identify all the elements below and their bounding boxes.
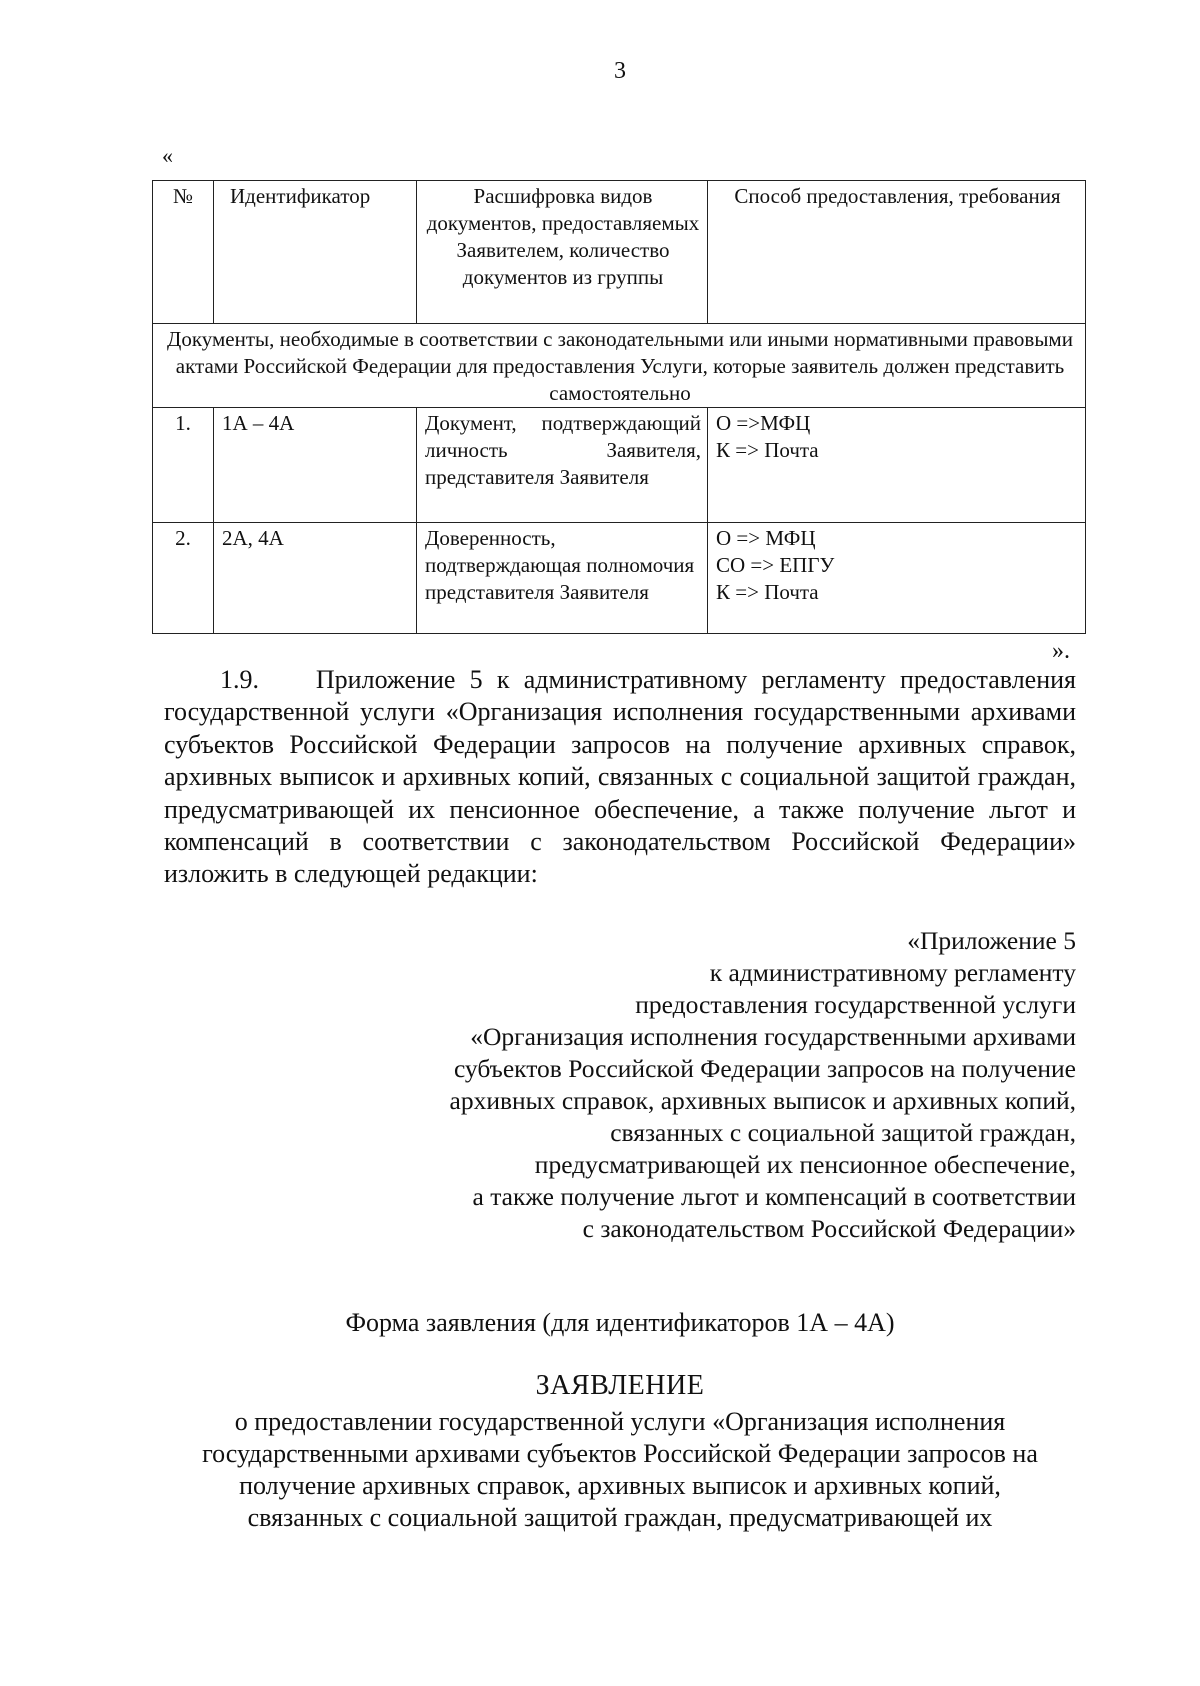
row-identifier: 2А, 4А: [214, 523, 417, 634]
table-close-quote: ».: [1052, 638, 1070, 664]
method-line: К => Почта: [716, 438, 819, 462]
method-line: К => Почта: [716, 580, 819, 604]
header-identifier: Идентификатор: [214, 181, 417, 324]
statement-line: получение архивных справок, архивных выписок и архивных копий,: [239, 1471, 1001, 1500]
appendix-line: предоставления государственной услуги: [635, 990, 1076, 1019]
appendix-line: «Организация исполнения государственными архивами: [470, 1022, 1076, 1051]
table-section-row: [153, 324, 1086, 408]
table-header-row: [153, 181, 1086, 324]
statement-title: ЗАЯВЛЕНИЕ: [535, 1370, 705, 1401]
method-line: СО => ЕПГУ: [716, 553, 835, 577]
row-identifier: 1А – 4А: [214, 408, 417, 523]
table-row: [153, 408, 1086, 523]
row-method: [708, 408, 1086, 523]
statement-subtitle: [164, 1406, 1076, 1534]
appendix-line: субъектов Российской Федерации запросов на получение: [453, 1054, 1076, 1083]
row-number: 1.: [153, 408, 214, 523]
table-row: [153, 523, 1086, 634]
row-document: Доверенность, подтверждающая полномочия представителя Заявителя: [417, 523, 708, 634]
statement-line: связанных с социальной защитой граждан, предусматривающей их: [247, 1503, 993, 1532]
row-method: [708, 523, 1086, 634]
section-caption: Документы, необходимые в соответствии с законодательными или иными нормативными правовыми актами Российской Федерации для предоставления Услуги, которые заявитель должен представить самостоятельно: [153, 324, 1086, 408]
appendix-line: к административному регламенту: [709, 958, 1076, 987]
method-line: О => МФЦ: [716, 526, 816, 550]
header-method: Способ предоставления, требования: [708, 181, 1086, 324]
statement-line: о предоставлении государственной услуги «Организация исполнения: [234, 1407, 1006, 1436]
appendix-line: архивных справок, архивных выписок и архивных копий,: [449, 1086, 1076, 1115]
appendix-heading: [316, 925, 1076, 1245]
amendment-paragraph: [164, 664, 1076, 891]
paragraph-number: 1.9.: [220, 665, 259, 694]
table-open-quote: «: [162, 143, 173, 168]
row-number: 2.: [153, 523, 214, 634]
form-title: Форма заявления (для идентификаторов 1А – 4А): [345, 1308, 895, 1337]
header-number: №: [153, 181, 214, 324]
appendix-line: предусматривающей их пенсионное обеспечение,: [534, 1150, 1076, 1179]
appendix-line: с законодательством Российской Федерации»: [582, 1214, 1076, 1243]
header-decode: Расшифровка видов документов, предоставляемых Заявителем, количество документов из группы: [417, 181, 708, 324]
appendix-line: «Приложение 5: [907, 926, 1076, 955]
paragraph-text: Приложение 5 к административному регламенту предоставления государственной услуги «Организация исполнения государственными архивами субъектов Российской Федерации запросов на получение архивных справок, архивных выписок и архивных копий, связанных с социальной защитой граждан, предусматривающей их пенсионное обеспечение, а также получение льгот и компенсаций в соответствии с законодательством Российской Федерации» изложить в следующей редакции:: [164, 665, 1076, 889]
appendix-line: связанных с социальной защитой граждан,: [610, 1118, 1076, 1147]
appendix-line: а также получение льгот и компенсаций в соответствии: [472, 1182, 1076, 1211]
page-number: 3: [614, 58, 626, 84]
statement-line: государственными архивами субъектов Российской Федерации запросов на: [202, 1439, 1038, 1468]
row-document: Документ, подтверждающий личность Заявителя, представителя Заявителя: [417, 408, 708, 523]
method-line: О =>МФЦ: [716, 411, 811, 435]
documents-table: [152, 180, 1086, 634]
